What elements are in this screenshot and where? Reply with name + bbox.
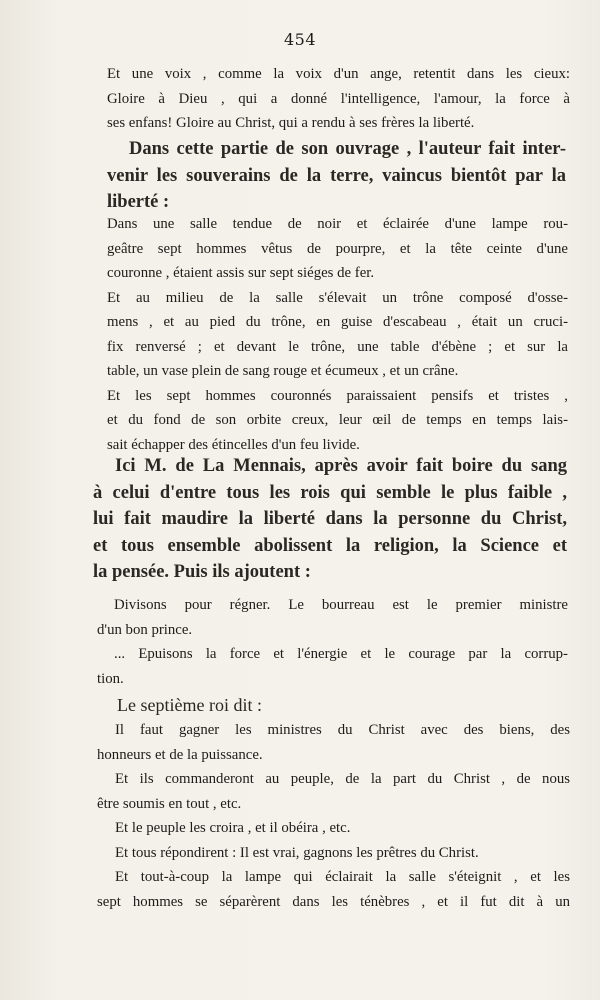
text-line: table, un vase plein de sang rouge et écumeux , et un crâne. — [107, 363, 459, 379]
text-line: Et au milieu de la salle s'élevait un trône composé d'osse- — [107, 289, 568, 306]
text-line: Ici M. de La Mennais, après avoir fait boire du sang — [115, 456, 567, 476]
quote-block — [0, 212, 600, 457]
text-line: tion. — [97, 670, 124, 687]
quote-block — [0, 718, 600, 914]
paragraph — [97, 767, 570, 816]
text-line: et du fond de son orbite creux, leur œil de temps en temps lais- — [107, 412, 568, 428]
paragraph — [97, 816, 570, 841]
quote-block — [0, 593, 600, 691]
text-line: couronne , étaient assis sur sept siéges de fer. — [107, 265, 375, 281]
text-line: mens , et au pied du trône, en guise d'escabeau , était un cruci- — [107, 314, 568, 330]
speaker-heading — [0, 693, 600, 717]
text-line: fix renversé ; et devant le trône, une table d'ébène ; et sur la — [107, 338, 568, 355]
text-line: Divisons pour régner. Le bourreau est le premier ministre — [114, 597, 568, 613]
page-number: 454 — [283, 30, 317, 49]
text-line: ... Epuisons la force et l'énergie et le courage par la corrup- — [114, 646, 568, 662]
paragraph — [107, 384, 568, 458]
text-line: être soumis en tout , etc. — [97, 795, 242, 812]
paragraph — [97, 865, 570, 914]
text-line: et tous ensemble abolissent la religion, la Science et — [93, 535, 567, 556]
text-line: sait échapper des étincelles d'un feu livide. — [107, 436, 360, 453]
text-line: Et les sept hommes couronnés paraissaient pensifs et tristes , — [107, 387, 568, 404]
text-line: Et une voix , comme la voix d'un ange, retentit dans les cieux: — [107, 66, 570, 82]
paragraph — [97, 593, 568, 642]
paragraph — [97, 642, 568, 691]
text-line: lui fait maudire la liberté dans la personne du Christ, — [93, 509, 567, 529]
text-line: Et le peuple les croira , et il obéira , etc. — [115, 820, 351, 836]
text-line: Et tous répondirent : Il est vrai, gagnons les prêtres du Christ. — [115, 844, 479, 861]
paragraph — [97, 718, 570, 767]
text-line: d'un bon prince. — [97, 621, 193, 638]
paragraph — [97, 841, 570, 866]
text-line: Le septième roi dit : — [117, 695, 262, 715]
text-line: Dans cette partie de son ouvrage , l'auteur fait inter- — [129, 139, 566, 159]
quote-block — [0, 62, 600, 136]
text-line: Dans une salle tendue de noir et éclairée d'une lampe rou- — [107, 216, 568, 232]
text-line: Et tout-à-coup la lampe qui éclairait la salle s'éteignit , et les — [115, 869, 570, 885]
commentary-block — [0, 453, 600, 586]
paragraph — [107, 62, 570, 136]
text-line: venir les souverains de la terre, vaincus bientôt par la — [107, 165, 566, 186]
paragraph — [93, 453, 567, 586]
text-line: honneurs et de la puissance. — [97, 746, 263, 763]
text-line: à celui d'entre tous les rois qui semble le plus faible , — [93, 482, 567, 503]
text-line: sept hommes se séparèrent dans les ténèbres , et il fut dit à un — [97, 893, 570, 910]
text-line: geâtre sept hommes vêtus de pourpre, et la tête ceinte d'une — [107, 240, 568, 257]
text-line: ses enfans! Gloire au Christ, qui a rendu à ses frères la liberté. — [107, 115, 475, 131]
paragraph — [107, 136, 566, 216]
paragraph — [107, 212, 568, 286]
text-line: la pensée. Puis ils ajoutent : — [93, 562, 311, 582]
text-line: Et ils commanderont au peuple, de la part du Christ , de nous — [115, 771, 570, 787]
text-line: Il faut gagner les ministres du Christ avec des biens, des — [115, 722, 570, 738]
commentary-block — [0, 136, 600, 216]
paragraph — [117, 693, 568, 717]
text-line: liberté : — [107, 192, 170, 212]
paragraph — [107, 286, 568, 384]
text-line: Gloire à Dieu , qui a donné l'intelligence, l'amour, la force à — [107, 90, 570, 107]
